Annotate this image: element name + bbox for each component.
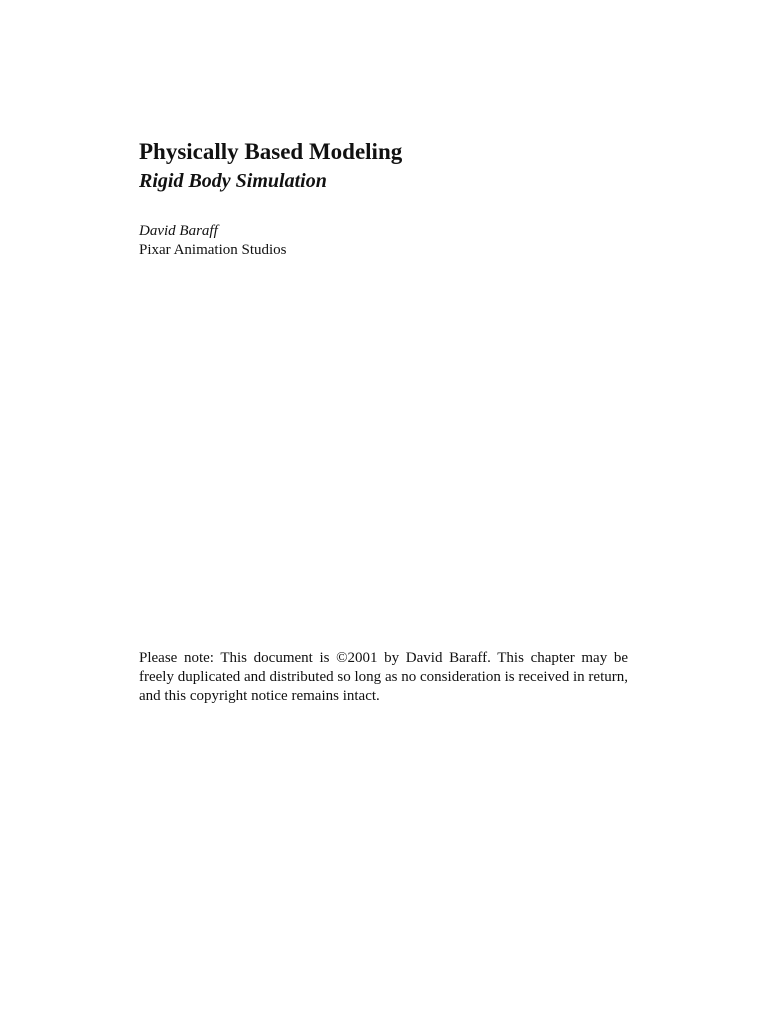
document-title: Physically Based Modeling [139, 139, 403, 164]
document-subtitle: Rigid Body Simulation [139, 170, 327, 192]
copyright-notice: Please note: This document is ©2001 by David Baraff. This chapter may be freely duplicated and distributed so long as no consideration is received in return, and this copyright notice remains intact. [139, 650, 628, 704]
author-name: David Baraff [139, 223, 218, 239]
author-affiliation: Pixar Animation Studios [139, 242, 287, 258]
